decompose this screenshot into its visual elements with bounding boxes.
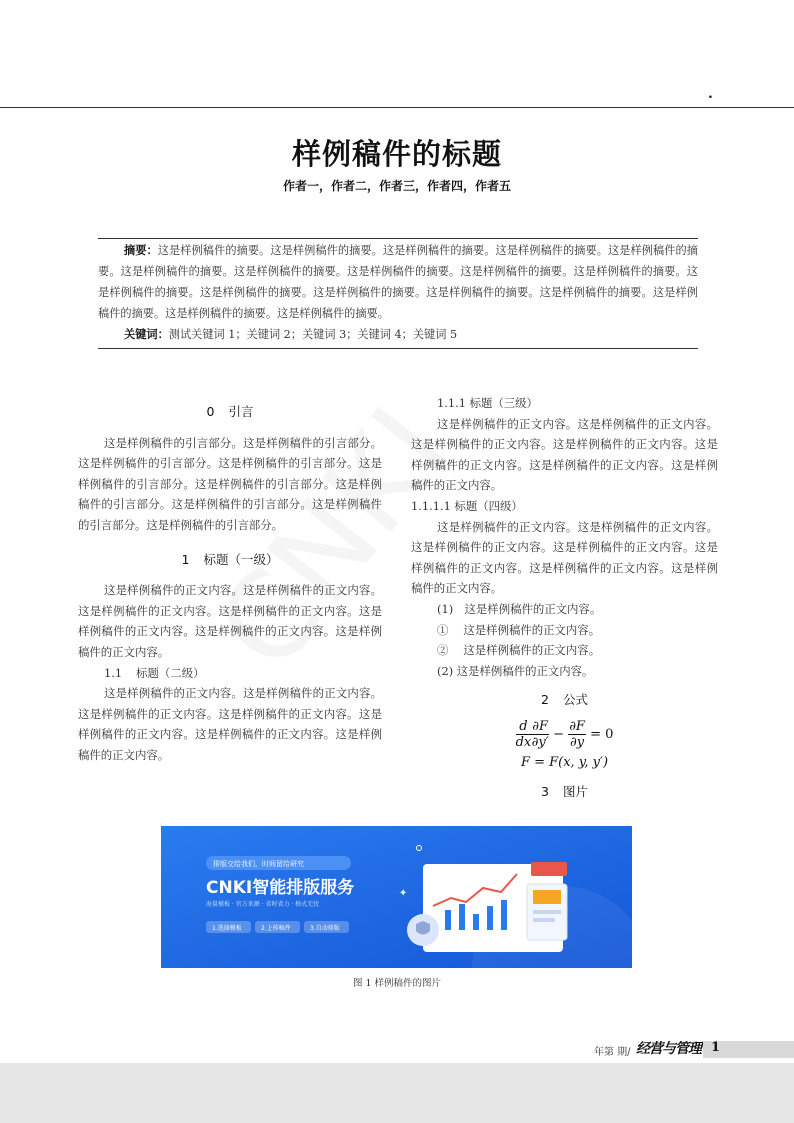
body-paragraph-4: 这是样例稿件的正文内容。这是样例稿件的正文内容。这是样例稿件的正文内容。这是样例稿件的正文内容。这是样例稿件的正文内容。这是样例稿件的正文内容。这是样例稿件的正文内容。 <box>411 519 718 596</box>
heading-level-2: 1.1 标题（二级） <box>104 665 205 680</box>
left-column <box>78 402 382 766</box>
abstract-label: 摘要： <box>124 244 158 257</box>
author-list: 作者一，作者二，作者三，作者四，作者五 <box>282 179 511 193</box>
abstract-text: 这是样例稿件的摘要。这是样例稿件的摘要。这是样例稿件的摘要。这是样例稿件的摘要。这是样例稿件的摘要。这是样例稿件的摘要。这是样例稿件的摘要。这是样例稿件的摘要。这是样例稿件的摘要。这是样例稿件的摘要。这是样例稿件的摘要。这是样例稿件的摘要。这是样例稿件的摘要。这是样例稿件的摘要。这是样例稿件的摘要。这是样例稿件的摘要。这是样例稿件的摘要。这是样例稿件的摘要。 <box>98 244 698 320</box>
banner-headline: CNKI智能排版服务 <box>206 878 355 898</box>
issue-text: 年第 期/ <box>594 1047 631 1058</box>
figure-caption: 图 1 样例稿件的图片 <box>352 978 442 989</box>
fraction: $\frac{d}{dx}$ <box>515 718 532 750</box>
banner-tagline: 海量模板 · 官方来源 · 省时省力 · 格式无忧 <box>206 901 320 908</box>
paper-title: 样例稿件的标题 <box>291 137 502 171</box>
banner-step: 2.上传稿件 <box>261 925 291 932</box>
keywords-label: 关键词： <box>124 328 169 341</box>
abstract-paragraph <box>98 240 698 324</box>
equation-2: F = F(x, y, y′) <box>520 754 609 770</box>
intro-heading: 0 引言 <box>206 404 254 419</box>
body-paragraph-1: 这是样例稿件的正文内容。这是样例稿件的正文内容。这是样例稿件的正文内容。这是样例稿件的正文内容。这是样例稿件的正文内容。这是样例稿件的正文内容。这是样例稿件的正文内容。 <box>78 583 382 659</box>
header-rule <box>0 107 794 108</box>
keywords-line <box>98 324 698 345</box>
heading-level-3: 1.1.1 标题（三级） <box>437 396 538 410</box>
heading-level-4: 1.1.1.1 标题（四级） <box>411 498 523 513</box>
right-column <box>411 393 718 802</box>
keywords-text: 测试关键词 1；关键词 2；关键词 3；关键词 4；关键词 5 <box>168 328 458 341</box>
body-paragraph-2: 这是样例稿件的正文内容。这是样例稿件的正文内容。这是样例稿件的正文内容。这是样例稿件的正文内容。这是样例稿件的正文内容。这是样例稿件的正文内容。这是样例稿件的正文内容。 <box>78 686 382 762</box>
banner-step: 1.选择模板 <box>212 925 242 932</box>
page-number: 1 <box>711 1040 721 1055</box>
heading-level-1: 1 标题（一级） <box>181 551 279 567</box>
figure-banner-image <box>161 826 632 968</box>
list-item: ① 这是样例稿件的正文内容。 <box>437 622 601 637</box>
equation-1: $\frac{d}{dx}$ $\frac{\partial F}{\partial y'}$ − $\frac{\partial F}{\partial y}$ = 0 <box>515 718 614 750</box>
sparkle-icon: ✦ <box>399 888 408 899</box>
footer-band <box>0 1063 794 1123</box>
banner-artwork <box>161 826 632 968</box>
formula-heading: 2 公式 <box>541 692 588 708</box>
journal-logo: 经营与管理 <box>636 1041 701 1057</box>
fraction: $\frac{\partial F}{\partial y}$ <box>569 718 585 750</box>
body-paragraph-3: 这是样例稿件的正文内容。这是样例稿件的正文内容。这是样例稿件的正文内容。这是样例稿件的正文内容。这是样例稿件的正文内容。这是样例稿件的正文内容。这是样例稿件的正文内容。 <box>411 416 718 493</box>
figure-heading: 3 图片 <box>541 783 588 799</box>
list-item: (2) 这是样例稿件的正文内容。 <box>437 663 594 678</box>
list-item: (1) 这是样例稿件的正文内容。 <box>437 601 602 616</box>
banner-step: 3.自动排版 <box>310 925 340 932</box>
intro-paragraph: 这是样例稿件的引言部分。这是样例稿件的引言部分。这是样例稿件的引言部分。这是样例稿件的引言部分。这是样例稿件的引言部分。这是样例稿件的引言部分。这是样例稿件的引言部分。这是样例稿件的引言部分。这是样例稿件的引言部分。这是样例稿件的引言部分。 <box>78 435 382 532</box>
fraction: $\frac{\partial F}{\partial y'}$ <box>531 718 549 750</box>
abstract-block <box>98 238 698 349</box>
header-mark: . <box>708 86 713 102</box>
list-item: ② 这是样例稿件的正文内容。 <box>437 643 601 658</box>
banner-pill-text: 排版交给我们，时间留给研究 <box>213 860 304 868</box>
